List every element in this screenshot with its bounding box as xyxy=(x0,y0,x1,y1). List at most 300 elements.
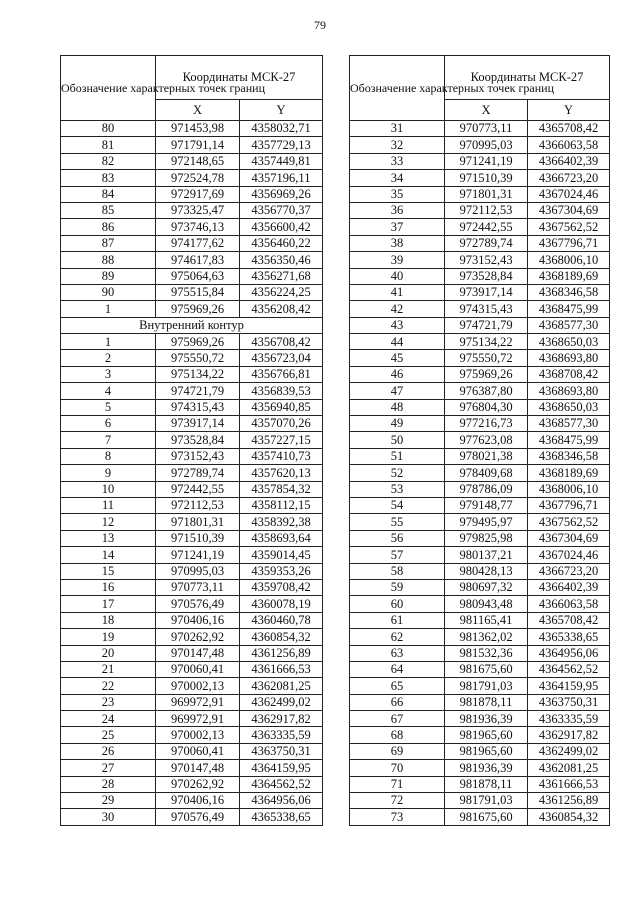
coord-x: 970002,13 xyxy=(156,678,240,694)
coord-y: 4367562,52 xyxy=(528,219,610,235)
point-number: 37 xyxy=(350,219,445,235)
point-number: 40 xyxy=(350,268,445,284)
table-row xyxy=(350,350,610,366)
coord-y: 4356460,22 xyxy=(240,235,323,251)
header-x: X xyxy=(156,100,240,121)
coord-y: 4364562,52 xyxy=(528,661,610,677)
table-row xyxy=(61,219,323,235)
point-number: 55 xyxy=(350,514,445,530)
coord-x: 974721,79 xyxy=(445,317,528,333)
coord-y: 4356839,53 xyxy=(240,383,323,399)
coord-x: 979825,98 xyxy=(445,530,528,546)
point-number: 15 xyxy=(61,563,156,579)
table-row xyxy=(61,629,323,645)
coord-x: 972148,65 xyxy=(156,153,240,169)
coord-y: 4356224,25 xyxy=(240,284,323,300)
coord-x: 970406,16 xyxy=(156,612,240,628)
table-row xyxy=(350,776,610,792)
coord-x: 973152,43 xyxy=(445,252,528,268)
table-row xyxy=(350,219,610,235)
coord-x: 975515,84 xyxy=(156,284,240,300)
coord-y: 4356969,26 xyxy=(240,186,323,202)
table-row xyxy=(61,366,323,382)
coordinates-table-right xyxy=(349,55,610,826)
point-number: 26 xyxy=(61,743,156,759)
coord-y: 4356723,04 xyxy=(240,350,323,366)
coord-y: 4356271,68 xyxy=(240,268,323,284)
coord-x: 980943,48 xyxy=(445,596,528,612)
coord-y: 4368650,03 xyxy=(528,334,610,350)
table-row xyxy=(61,661,323,677)
table-row xyxy=(61,448,323,464)
point-number: 54 xyxy=(350,497,445,513)
coord-x: 970147,48 xyxy=(156,760,240,776)
point-number: 61 xyxy=(350,612,445,628)
coord-x: 973528,84 xyxy=(445,268,528,284)
point-number: 22 xyxy=(61,678,156,694)
point-number: 85 xyxy=(61,202,156,218)
table-row xyxy=(61,793,323,809)
coord-y: 4368189,69 xyxy=(528,465,610,481)
coord-x: 973325,47 xyxy=(156,202,240,218)
coord-x: 981936,39 xyxy=(445,760,528,776)
coord-x: 973746,13 xyxy=(156,219,240,235)
coord-y: 4356708,42 xyxy=(240,334,323,350)
table-row xyxy=(61,481,323,497)
point-number: 34 xyxy=(350,170,445,186)
coord-x: 971791,14 xyxy=(156,137,240,153)
point-number: 5 xyxy=(61,399,156,415)
point-number: 38 xyxy=(350,235,445,251)
coord-y: 4368475,99 xyxy=(528,432,610,448)
table-row xyxy=(61,252,323,268)
coordinates-table-left xyxy=(60,55,323,826)
coord-y: 4359708,42 xyxy=(240,579,323,595)
point-number: 24 xyxy=(61,711,156,727)
point-number: 87 xyxy=(61,235,156,251)
coord-x: 973152,43 xyxy=(156,448,240,464)
header-coordinates: Координаты МСК-27 xyxy=(156,56,323,100)
coord-x: 976804,30 xyxy=(445,399,528,415)
point-number: 72 xyxy=(350,793,445,809)
table-row xyxy=(350,579,610,595)
coord-x: 981791,03 xyxy=(445,678,528,694)
point-number: 3 xyxy=(61,366,156,382)
coord-y: 4362499,02 xyxy=(240,694,323,710)
point-number: 81 xyxy=(61,137,156,153)
coord-x: 972112,53 xyxy=(156,497,240,513)
coord-x: 970995,03 xyxy=(156,563,240,579)
coord-y: 4367562,52 xyxy=(528,514,610,530)
coord-y: 4366063,58 xyxy=(528,596,610,612)
table-row xyxy=(350,284,610,300)
coord-x: 975134,22 xyxy=(445,334,528,350)
table-row xyxy=(350,334,610,350)
table-row xyxy=(350,317,610,333)
coord-x: 974721,79 xyxy=(156,383,240,399)
table-row xyxy=(61,563,323,579)
coord-y: 4363750,31 xyxy=(240,743,323,759)
point-number: 69 xyxy=(350,743,445,759)
point-number: 50 xyxy=(350,432,445,448)
table-row xyxy=(61,809,323,825)
coord-y: 4368006,10 xyxy=(528,252,610,268)
point-number: 43 xyxy=(350,317,445,333)
header-y: Y xyxy=(240,100,323,121)
coord-y: 4357410,73 xyxy=(240,448,323,464)
point-number: 66 xyxy=(350,694,445,710)
point-number: 30 xyxy=(61,809,156,825)
point-number: 48 xyxy=(350,399,445,415)
point-number: 86 xyxy=(61,219,156,235)
coord-y: 4364562,52 xyxy=(240,776,323,792)
coord-x: 975969,26 xyxy=(445,366,528,382)
table-row xyxy=(350,383,610,399)
point-number: 83 xyxy=(61,170,156,186)
coord-x: 980137,21 xyxy=(445,547,528,563)
coord-x: 974315,43 xyxy=(445,301,528,317)
coord-x: 981878,11 xyxy=(445,776,528,792)
table-row xyxy=(350,235,610,251)
point-number: 49 xyxy=(350,416,445,432)
table-row xyxy=(350,645,610,661)
point-number: 41 xyxy=(350,284,445,300)
coord-x: 981791,03 xyxy=(445,793,528,809)
table-row xyxy=(61,121,323,137)
coord-x: 975550,72 xyxy=(445,350,528,366)
point-number: 35 xyxy=(350,186,445,202)
point-number: 52 xyxy=(350,465,445,481)
coord-y: 4367796,71 xyxy=(528,497,610,513)
point-number: 13 xyxy=(61,530,156,546)
coord-y: 4362499,02 xyxy=(528,743,610,759)
table-row xyxy=(350,694,610,710)
coord-x: 972442,55 xyxy=(156,481,240,497)
point-number: 7 xyxy=(61,432,156,448)
coord-x: 970262,92 xyxy=(156,776,240,792)
coord-y: 4357449,81 xyxy=(240,153,323,169)
coord-x: 969972,91 xyxy=(156,694,240,710)
coord-y: 4360854,32 xyxy=(240,629,323,645)
coord-y: 4362917,82 xyxy=(240,711,323,727)
coord-x: 975550,72 xyxy=(156,350,240,366)
point-number: 12 xyxy=(61,514,156,530)
coord-y: 4360460,78 xyxy=(240,612,323,628)
coord-x: 971241,19 xyxy=(156,547,240,563)
coord-y: 4358112,15 xyxy=(240,497,323,513)
coord-y: 4357227,15 xyxy=(240,432,323,448)
coord-y: 4356208,42 xyxy=(240,301,323,317)
point-number: 16 xyxy=(61,579,156,595)
coord-x: 971453,98 xyxy=(156,121,240,137)
coord-x: 975969,26 xyxy=(156,301,240,317)
coord-y: 4361666,53 xyxy=(240,661,323,677)
point-number: 45 xyxy=(350,350,445,366)
coord-x: 970995,03 xyxy=(445,137,528,153)
table-row xyxy=(61,596,323,612)
point-number: 67 xyxy=(350,711,445,727)
coord-y: 4367304,69 xyxy=(528,530,610,546)
table-row xyxy=(350,202,610,218)
coord-x: 970773,11 xyxy=(156,579,240,595)
coord-x: 975969,26 xyxy=(156,334,240,350)
coord-y: 4361666,53 xyxy=(528,776,610,792)
table-row xyxy=(350,416,610,432)
coord-y: 4357854,32 xyxy=(240,481,323,497)
coord-y: 4367304,69 xyxy=(528,202,610,218)
table-row xyxy=(61,202,323,218)
point-number: 88 xyxy=(61,252,156,268)
coord-y: 4367024,46 xyxy=(528,547,610,563)
coord-x: 981165,41 xyxy=(445,612,528,628)
point-number: 57 xyxy=(350,547,445,563)
coord-x: 973528,84 xyxy=(156,432,240,448)
table-row xyxy=(350,629,610,645)
point-number: 11 xyxy=(61,497,156,513)
table-row xyxy=(350,711,610,727)
point-number: 56 xyxy=(350,530,445,546)
coord-x: 970060,41 xyxy=(156,743,240,759)
coord-x: 971801,31 xyxy=(156,514,240,530)
coord-x: 970576,49 xyxy=(156,809,240,825)
table-row xyxy=(350,301,610,317)
table-row xyxy=(61,350,323,366)
coord-x: 972442,55 xyxy=(445,219,528,235)
point-number: 71 xyxy=(350,776,445,792)
coord-y: 4358693,64 xyxy=(240,530,323,546)
table-row xyxy=(61,530,323,546)
table-row xyxy=(350,268,610,284)
coord-x: 981965,60 xyxy=(445,743,528,759)
coord-x: 979148,77 xyxy=(445,497,528,513)
coord-x: 975064,63 xyxy=(156,268,240,284)
coord-x: 980428,13 xyxy=(445,563,528,579)
coord-y: 4359353,26 xyxy=(240,563,323,579)
table-row xyxy=(61,727,323,743)
coord-y: 4358392,38 xyxy=(240,514,323,530)
point-number: 84 xyxy=(61,186,156,202)
point-number: 59 xyxy=(350,579,445,595)
point-number: 28 xyxy=(61,776,156,792)
table-row xyxy=(350,514,610,530)
coord-x: 970576,49 xyxy=(156,596,240,612)
point-number: 1 xyxy=(61,301,156,317)
point-number: 14 xyxy=(61,547,156,563)
coord-x: 981965,60 xyxy=(445,727,528,743)
point-number: 58 xyxy=(350,563,445,579)
point-number: 90 xyxy=(61,284,156,300)
coord-y: 4356770,37 xyxy=(240,202,323,218)
point-number: 23 xyxy=(61,694,156,710)
table-row xyxy=(61,711,323,727)
table-row xyxy=(350,727,610,743)
coord-x: 971241,19 xyxy=(445,153,528,169)
coord-x: 978021,38 xyxy=(445,448,528,464)
coord-y: 4362081,25 xyxy=(240,678,323,694)
coord-y: 4364159,95 xyxy=(240,760,323,776)
coord-y: 4361256,89 xyxy=(528,793,610,809)
table-row xyxy=(61,137,323,153)
point-number: 82 xyxy=(61,153,156,169)
coord-y: 4368708,42 xyxy=(528,366,610,382)
point-number: 20 xyxy=(61,645,156,661)
coord-x: 972789,74 xyxy=(156,465,240,481)
coord-x: 970002,13 xyxy=(156,727,240,743)
table-row xyxy=(61,760,323,776)
point-number: 70 xyxy=(350,760,445,776)
coord-y: 4363750,31 xyxy=(528,694,610,710)
table-row xyxy=(61,514,323,530)
coord-y: 4368006,10 xyxy=(528,481,610,497)
header-designation: Обозначение характерных точек границ xyxy=(61,56,156,121)
coord-y: 4366723,20 xyxy=(528,170,610,186)
coord-x: 970773,11 xyxy=(445,121,528,137)
coord-x: 970406,16 xyxy=(156,793,240,809)
coord-x: 979495,97 xyxy=(445,514,528,530)
coord-x: 981878,11 xyxy=(445,694,528,710)
table-row xyxy=(350,448,610,464)
table-row xyxy=(350,186,610,202)
header-x: X xyxy=(445,100,528,121)
table-row xyxy=(350,743,610,759)
point-number: 60 xyxy=(350,596,445,612)
coord-y: 4366063,58 xyxy=(528,137,610,153)
table-row xyxy=(61,465,323,481)
coord-y: 4368577,30 xyxy=(528,317,610,333)
table-row xyxy=(350,465,610,481)
coord-y: 4368693,80 xyxy=(528,350,610,366)
point-number: 8 xyxy=(61,448,156,464)
coord-x: 971510,39 xyxy=(156,530,240,546)
point-number: 32 xyxy=(350,137,445,153)
table-row xyxy=(61,776,323,792)
coord-y: 4366402,39 xyxy=(528,579,610,595)
point-number: 25 xyxy=(61,727,156,743)
table-row xyxy=(61,170,323,186)
table-row xyxy=(350,760,610,776)
header-y: Y xyxy=(528,100,610,121)
table-row xyxy=(61,432,323,448)
table-row xyxy=(61,678,323,694)
point-number: 21 xyxy=(61,661,156,677)
table-row xyxy=(61,186,323,202)
coord-y: 4356350,46 xyxy=(240,252,323,268)
coord-y: 4364159,95 xyxy=(528,678,610,694)
coord-x: 972789,74 xyxy=(445,235,528,251)
point-number: 44 xyxy=(350,334,445,350)
coord-y: 4356940,85 xyxy=(240,399,323,415)
point-number: 10 xyxy=(61,481,156,497)
table-row xyxy=(61,694,323,710)
table-row xyxy=(61,416,323,432)
coord-x: 981675,60 xyxy=(445,661,528,677)
coord-x: 980697,32 xyxy=(445,579,528,595)
coord-x: 981936,39 xyxy=(445,711,528,727)
table-row xyxy=(350,661,610,677)
table-row xyxy=(350,399,610,415)
table-row xyxy=(61,153,323,169)
point-number: 46 xyxy=(350,366,445,382)
point-number: 42 xyxy=(350,301,445,317)
coord-y: 4366402,39 xyxy=(528,153,610,169)
coord-y: 4362917,82 xyxy=(528,727,610,743)
coord-x: 977216,73 xyxy=(445,416,528,432)
coord-x: 971801,31 xyxy=(445,186,528,202)
table-row xyxy=(61,235,323,251)
table-row xyxy=(350,563,610,579)
table-row xyxy=(61,268,323,284)
point-number: 65 xyxy=(350,678,445,694)
point-number: 6 xyxy=(61,416,156,432)
coord-y: 4363335,59 xyxy=(240,727,323,743)
point-number: 73 xyxy=(350,809,445,825)
coord-y: 4363335,59 xyxy=(528,711,610,727)
coord-x: 969972,91 xyxy=(156,711,240,727)
point-number: 2 xyxy=(61,350,156,366)
coord-y: 4357620,13 xyxy=(240,465,323,481)
point-number: 33 xyxy=(350,153,445,169)
coord-y: 4368346,58 xyxy=(528,284,610,300)
point-number: 89 xyxy=(61,268,156,284)
table-row xyxy=(61,612,323,628)
table-row xyxy=(350,432,610,448)
point-number: 63 xyxy=(350,645,445,661)
table-row xyxy=(61,645,323,661)
point-number: 29 xyxy=(61,793,156,809)
coord-x: 970147,48 xyxy=(156,645,240,661)
table-row xyxy=(61,547,323,563)
coord-y: 4365708,42 xyxy=(528,121,610,137)
table-row xyxy=(350,809,610,825)
table-row xyxy=(350,678,610,694)
coord-y: 4358032,71 xyxy=(240,121,323,137)
point-number: 1 xyxy=(61,334,156,350)
page-number: 79 xyxy=(314,18,326,32)
coord-y: 4359014,45 xyxy=(240,547,323,563)
coord-x: 981362,02 xyxy=(445,629,528,645)
table-row xyxy=(350,137,610,153)
point-number: 47 xyxy=(350,383,445,399)
coord-y: 4360078,19 xyxy=(240,596,323,612)
point-number: 17 xyxy=(61,596,156,612)
point-number: 64 xyxy=(350,661,445,677)
coord-y: 4362081,25 xyxy=(528,760,610,776)
coord-x: 978409,68 xyxy=(445,465,528,481)
table-row xyxy=(350,530,610,546)
coord-y: 4368189,69 xyxy=(528,268,610,284)
point-number: 68 xyxy=(350,727,445,743)
coord-y: 4357070,26 xyxy=(240,416,323,432)
coord-x: 972917,69 xyxy=(156,186,240,202)
table-row xyxy=(61,579,323,595)
table-row xyxy=(350,793,610,809)
table-row xyxy=(61,497,323,513)
table-row xyxy=(350,170,610,186)
table-row xyxy=(350,612,610,628)
coord-y: 4361256,89 xyxy=(240,645,323,661)
coord-y: 4365338,65 xyxy=(528,629,610,645)
point-number: 9 xyxy=(61,465,156,481)
coord-x: 974617,83 xyxy=(156,252,240,268)
coord-x: 970262,92 xyxy=(156,629,240,645)
table-row xyxy=(350,366,610,382)
header-designation: Обозначение характерных точек границ xyxy=(350,56,445,121)
point-number: 51 xyxy=(350,448,445,464)
point-number: 62 xyxy=(350,629,445,645)
point-number: 4 xyxy=(61,383,156,399)
point-number: 31 xyxy=(350,121,445,137)
coord-x: 976387,80 xyxy=(445,383,528,399)
